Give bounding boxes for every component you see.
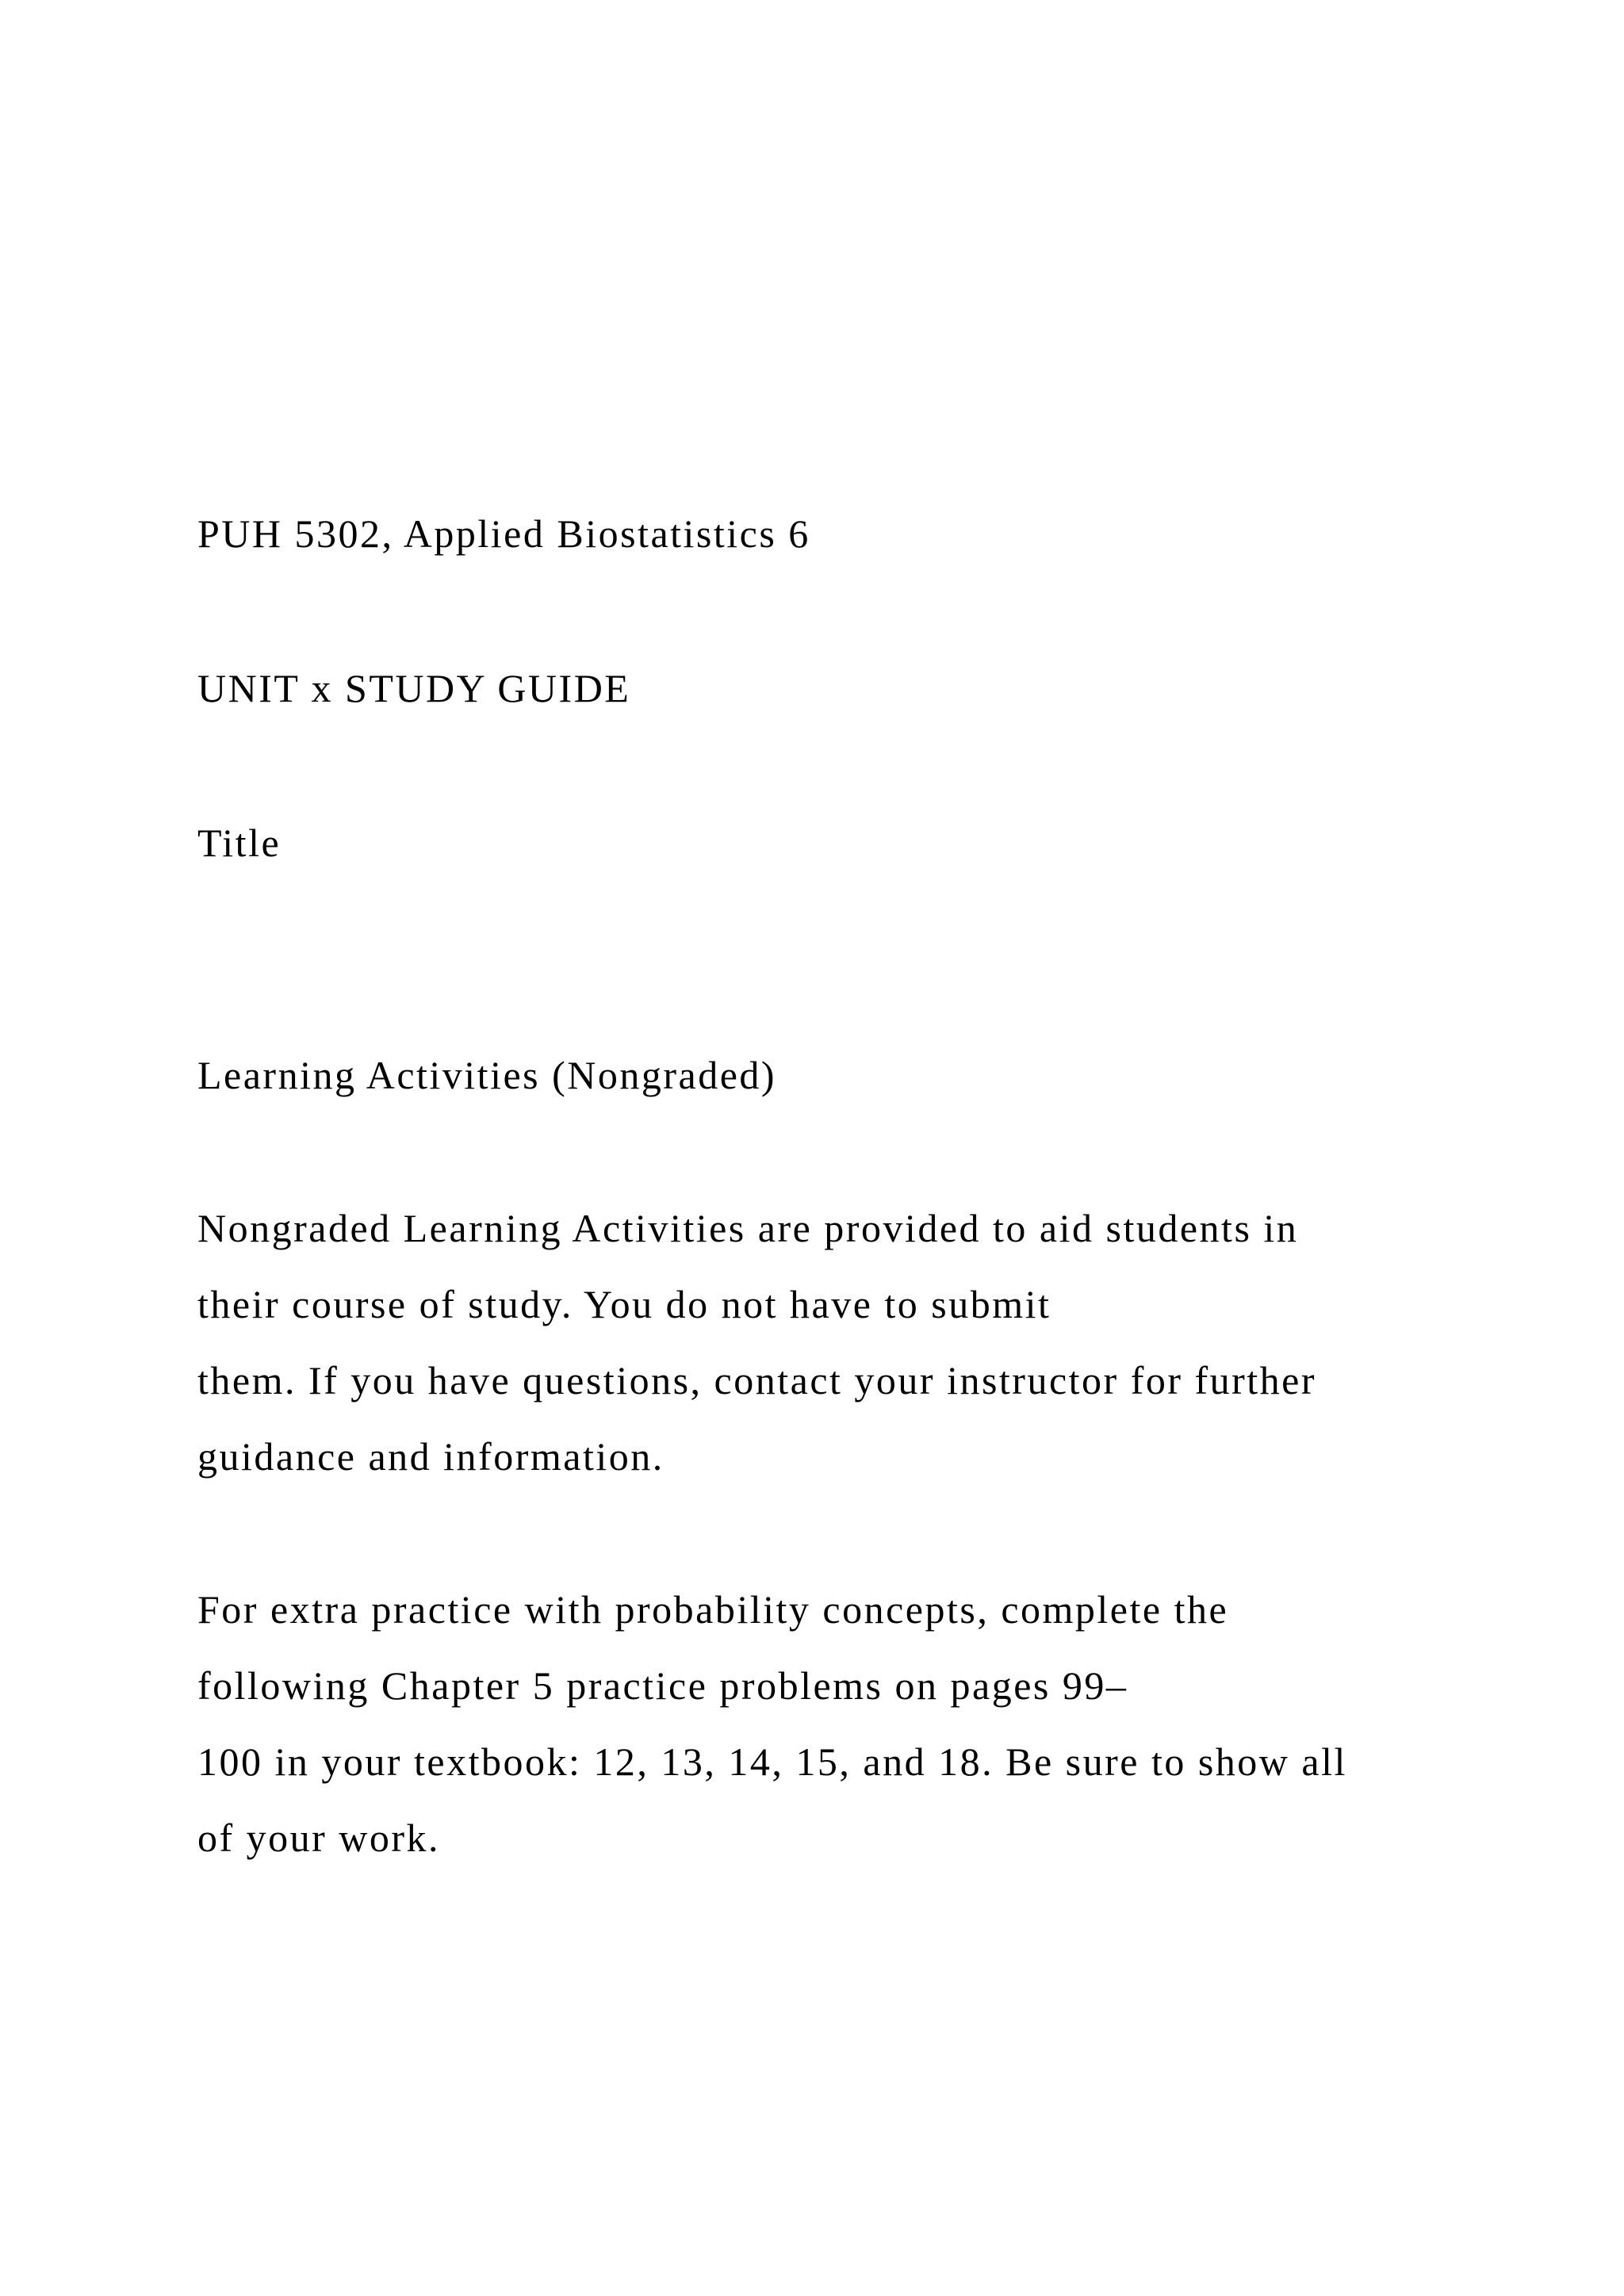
course-header: PUH 5302, Applied Biostatistics 6 [197, 511, 810, 556]
paragraph-2-line: For extra practice with probability concepts, complete the [197, 1587, 1229, 1632]
paragraph-1-line: Nongraded Learning Activities are provided to aid students in [197, 1206, 1299, 1250]
title-placeholder: Title [197, 821, 282, 865]
paragraph-2-line: of your work. [197, 1816, 441, 1860]
paragraph-1-line: them. If you have questions, contact your instructor for further [197, 1358, 1317, 1402]
paragraph-1-line: their course of study. You do not have to submit [197, 1282, 1051, 1326]
learning-activities-heading: Learning Activities (Nongraded) [197, 1053, 777, 1097]
unit-heading: UNIT x STUDY GUIDE [197, 666, 631, 710]
paragraph-2-line: following Chapter 5 practice problems on pages 99– [197, 1663, 1128, 1708]
paragraph-2-line: 100 in your textbook: 12, 13, 14, 15, and 18. Be sure to show all [197, 1739, 1347, 1784]
paragraph-1-line: guidance and information. [197, 1434, 665, 1479]
